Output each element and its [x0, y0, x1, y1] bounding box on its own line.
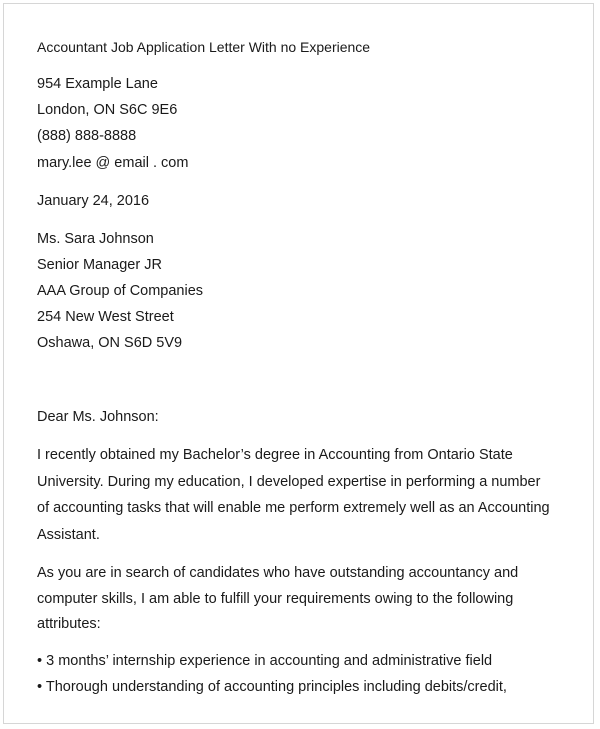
- paragraph1-line: Assistant.: [37, 527, 100, 543]
- paragraph2-line: computer skills, I am able to fulfill your requirements owing to the following: [37, 591, 514, 607]
- sender-phone: (888) 888-8888: [37, 128, 137, 144]
- paragraph2-line: attributes:: [37, 616, 101, 632]
- sender-city: London, ON S6C 9E6: [37, 102, 178, 118]
- document-title: Accountant Job Application Letter With no Experience: [37, 39, 371, 55]
- recipient-city: Oshawa, ON S6D 5V9: [37, 335, 183, 351]
- paragraph2-line: As you are in search of candidates who have outstanding accountancy and: [37, 565, 519, 581]
- bullet-item: • Thorough understanding of accounting principles including debits/credit,: [37, 679, 507, 695]
- paragraph1-line: I recently obtained my Bachelor’s degree in Accounting from Ontario State: [37, 447, 513, 463]
- paragraph1-line: University. During my education, I developed expertise in performing a number: [37, 474, 541, 490]
- sender-email: mary.lee @ email . com: [37, 155, 189, 171]
- recipient-street: 254 New West Street: [37, 309, 174, 325]
- paragraph1-line: of accounting tasks that will enable me perform extremely well as an Accounting: [37, 500, 550, 516]
- bullet-item: • 3 months’ internship experience in accounting and administrative field: [37, 653, 493, 669]
- salutation: Dear Ms. Johnson:: [37, 409, 159, 425]
- letter-date: January 24, 2016: [37, 193, 150, 209]
- recipient-name: Ms. Sara Johnson: [37, 231, 154, 247]
- recipient-position: Senior Manager JR: [37, 257, 162, 273]
- recipient-company: AAA Group of Companies: [37, 283, 204, 299]
- sender-street: 954 Example Lane: [37, 76, 158, 92]
